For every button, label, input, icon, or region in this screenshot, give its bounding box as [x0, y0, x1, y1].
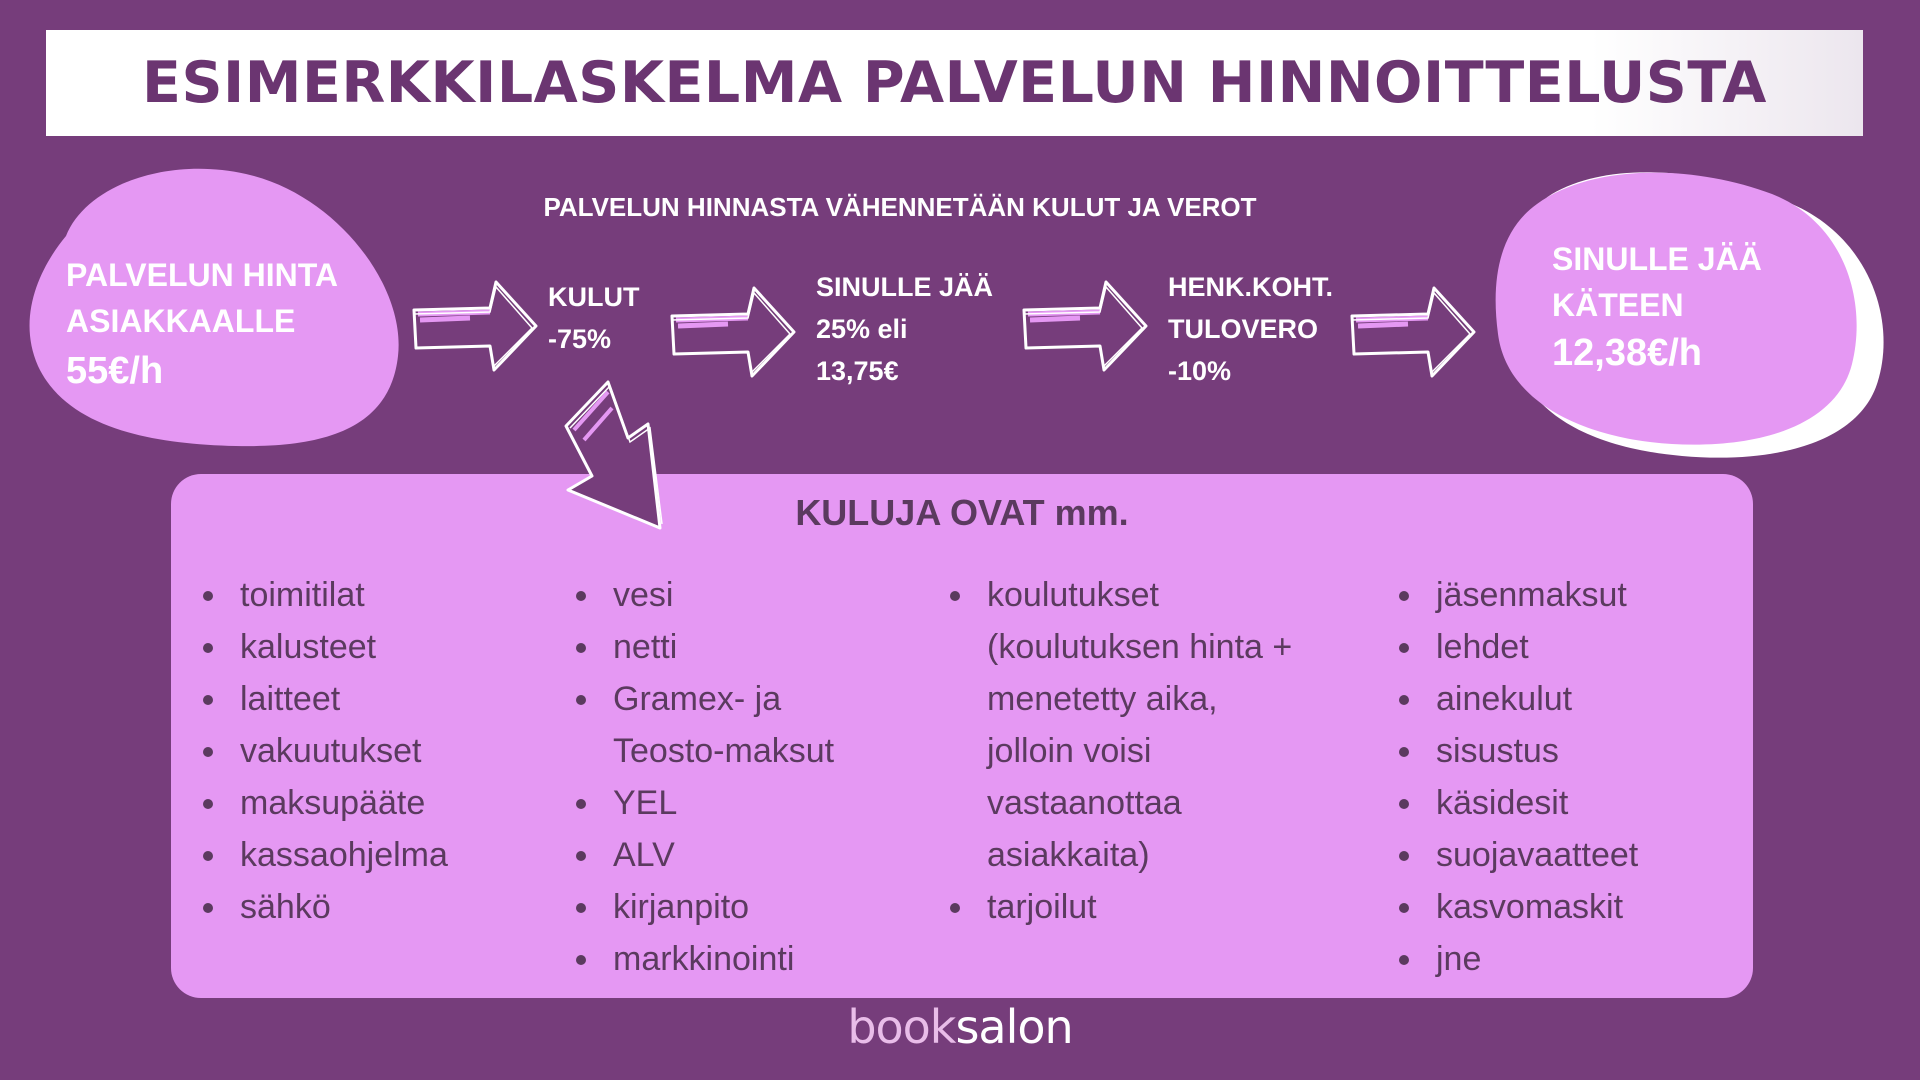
- price-label-line2: ASIAKKAALLE: [66, 303, 296, 339]
- result-value: 12,38€/h: [1552, 332, 1702, 374]
- list-item: ainekulut: [1397, 673, 1638, 725]
- list-item: jne: [1397, 933, 1638, 985]
- title-banner: [46, 30, 1863, 136]
- list-item: jäsenmaksut: [1397, 569, 1638, 621]
- list-item-continued: (koulutuksen hinta +: [987, 628, 1293, 666]
- list-item: sisustus: [1397, 725, 1638, 777]
- price-label: [66, 252, 338, 344]
- down-arrow-icon: [548, 378, 678, 538]
- step-tax-line1: HENK.KOHT.: [1168, 272, 1334, 302]
- booksalon-logo: [760, 1000, 1160, 1054]
- result-label-line1: SINULLE JÄÄ: [1552, 241, 1762, 277]
- list-item: Gramex- ja: [574, 673, 834, 725]
- flow-arrow-1-icon: [410, 278, 540, 378]
- step-costs-line2: -75%: [548, 324, 612, 354]
- list-item: netti: [574, 621, 834, 673]
- list-item: kalusteet: [201, 621, 448, 673]
- list-item: lehdet: [1397, 621, 1638, 673]
- result-label-line2: KÄTEEN: [1552, 287, 1684, 323]
- costs-heading: KULUJA OVAT mm.: [795, 492, 1129, 533]
- step-tax: [1168, 266, 1333, 392]
- step-costs: [548, 276, 639, 360]
- list-item-continued: vastaanottaa: [987, 784, 1182, 822]
- list-item-continued: asiakkaita): [987, 836, 1150, 874]
- costs-column-2: [574, 569, 834, 985]
- flow-arrow-2-icon: [668, 284, 798, 384]
- list-item: sähkö: [201, 881, 448, 933]
- logo-part-book: book: [847, 1000, 956, 1054]
- list-item: ALV: [574, 829, 834, 881]
- list-item-continued: menetetty aika,: [987, 680, 1218, 718]
- page-title: ESIMERKKILASKELMA PALVELUN HINNOITTELUSTA: [142, 50, 1767, 116]
- step-tax-line2: TULOVERO: [1168, 314, 1319, 344]
- costs-column-1: [201, 569, 448, 933]
- flow-subtitle: PALVELUN HINNASTA VÄHENNETÄÄN KULUT JA VEROT: [543, 192, 1257, 222]
- list-item: kasvomaskit: [1397, 881, 1638, 933]
- result-label: [1552, 236, 1762, 328]
- list-item: koulutukset: [948, 569, 1292, 621]
- list-item: tarjoilut: [948, 881, 1292, 933]
- list-item: kirjanpito: [574, 881, 834, 933]
- list-item: käsidesit: [1397, 777, 1638, 829]
- list-item: YEL: [574, 777, 834, 829]
- list-item: laitteet: [201, 673, 448, 725]
- list-item: kassaohjelma: [201, 829, 448, 881]
- price-label-line1: PALVELUN HINTA: [66, 257, 338, 293]
- list-item-continued: jolloin voisi: [987, 732, 1152, 770]
- list-item-continued: Teosto-maksut: [613, 732, 835, 770]
- price-value: 55€/h: [66, 350, 164, 392]
- step-costs-line1: KULUT: [548, 282, 640, 312]
- step-remaining-line2: 25% eli: [816, 314, 908, 344]
- costs-panel: [171, 474, 1753, 998]
- list-item: vesi: [574, 569, 834, 621]
- list-item: vakuutukset: [201, 725, 448, 777]
- costs-column-3: [948, 569, 1292, 933]
- step-remaining-line1: SINULLE JÄÄ: [816, 272, 994, 302]
- logo-part-salon: salon: [955, 1000, 1073, 1054]
- step-tax-line3: -10%: [1168, 356, 1232, 386]
- step-remaining-line3: 13,75€: [816, 356, 899, 386]
- costs-column-4: [1397, 569, 1638, 985]
- list-item: maksupääte: [201, 777, 448, 829]
- list-item: suojavaatteet: [1397, 829, 1638, 881]
- list-item: toimitilat: [201, 569, 448, 621]
- flow-arrow-3-icon: [1020, 278, 1150, 378]
- list-item: markkinointi: [574, 933, 834, 985]
- flow-arrow-4-icon: [1348, 284, 1478, 384]
- step-remaining: [816, 266, 993, 392]
